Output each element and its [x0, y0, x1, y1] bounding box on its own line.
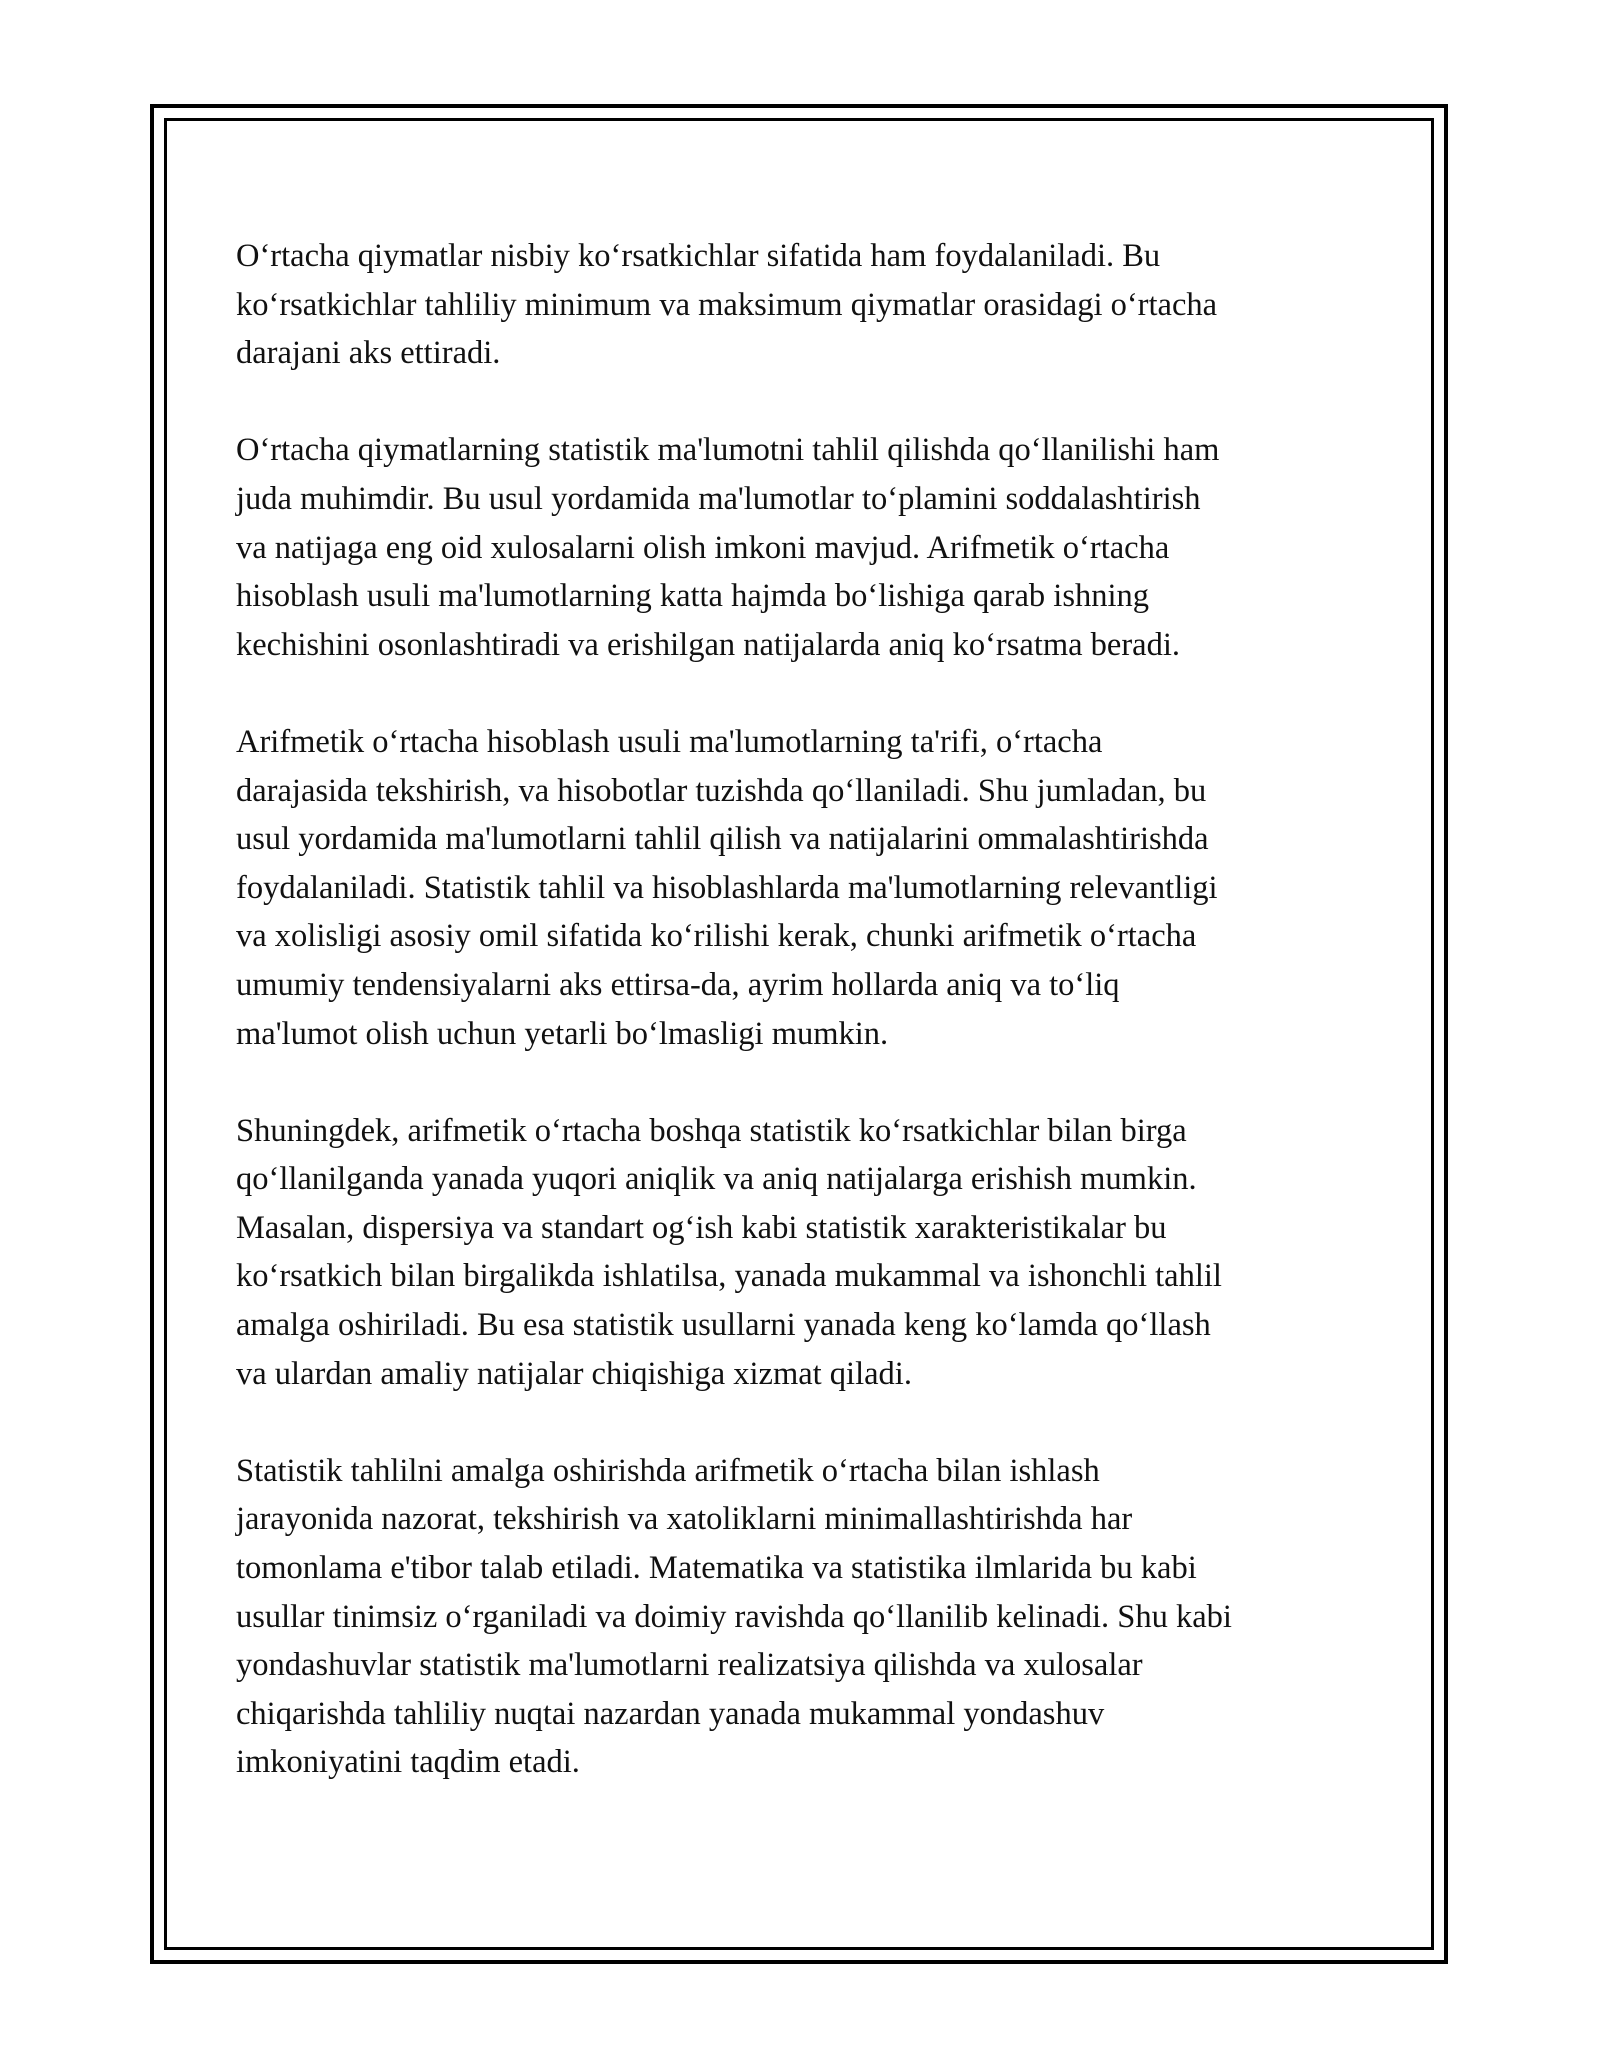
text-line: O‘rtacha qiymatlarning statistik ma'lumotni tahlil qilishda qo‘llanilishi ham — [236, 432, 1220, 469]
text-line: ko‘rsatkich bilan birgalikda ishlatilsa, yanada mukammal va ishonchli tahlil — [236, 1258, 1222, 1295]
text-line: va ulardan amaliy natijalar chiqishiga xizmat qiladi. — [236, 1355, 912, 1392]
text-line: Statistik tahlilni amalga oshirishda arifmetik o‘rtacha bilan ishlash — [236, 1452, 1100, 1489]
paragraph-4 — [236, 1107, 1376, 1399]
paragraph-3 — [236, 718, 1376, 1058]
text-line: tomonlama e'tibor talab etiladi. Matematika va statistika ilmlarida bu kabi — [236, 1550, 1197, 1587]
text-line: Masalan, dispersiya va standart og‘ish kabi statistik xarakteristikalar bu — [236, 1209, 1167, 1246]
text-line: va natijaga eng oid xulosalarni olish imkoni mavjud. Arifmetik o‘rtacha — [236, 529, 1170, 566]
text-line: darajasida tekshirish, va hisobotlar tuzishda qo‘llaniladi. Shu jumladan, bu — [236, 772, 1207, 809]
text-line: juda muhimdir. Bu usul yordamida ma'lumotlar to‘plamini soddalashtirish — [236, 480, 1201, 517]
text-line: usul yordamida ma'lumotlarni tahlil qilish va natijalarini ommalashtirishda — [236, 821, 1209, 858]
text-line: amalga oshiriladi. Bu esa statistik usullarni yanada keng ko‘lamda qo‘llash — [236, 1307, 1211, 1344]
paragraph-1 — [236, 232, 1376, 378]
text-line: ma'lumot olish uchun yetarli bo‘lmasligi mumkin. — [236, 1015, 889, 1052]
text-line: Arifmetik o‘rtacha hisoblash usuli ma'lumotlarning ta'rifi, o‘rtacha — [236, 723, 1103, 760]
text-line: qo‘llanilganda yanada yuqori aniqlik va aniq natijalarga erishish mumkin. — [236, 1161, 1197, 1198]
text-line: umumiy tendensiyalarni aks ettirsa-da, ayrim hollarda aniq va to‘liq — [236, 966, 1120, 1003]
text-line: hisoblash usuli ma'lumotlarning katta hajmda bo‘lishiga qarab ishning — [236, 578, 1149, 615]
text-line: chiqarishda tahliliy nuqtai nazardan yanada mukammal yondashuv — [236, 1695, 1105, 1732]
text-line: ko‘rsatkichlar tahliliy minimum va maksimum qiymatlar orasidagi o‘rtacha — [236, 286, 1218, 323]
paragraph-5 — [236, 1447, 1376, 1787]
text-line: kechishini osonlashtiradi va erishilgan natijalarda aniq ko‘rsatma beradi. — [236, 626, 1181, 663]
text-line: imkoniyatini taqdim etadi. — [236, 1744, 580, 1781]
text-line: va xolisligi asosiy omil sifatida ko‘rilishi kerak, chunki arifmetik o‘rtacha — [236, 918, 1197, 955]
text-line: usullar tinimsiz o‘rganiladi va doimiy ravishda qo‘llanilib kelinadi. Shu kabi — [236, 1598, 1232, 1635]
text-line: foydalaniladi. Statistik tahlil va hisoblashlarda ma'lumotlarning relevantligi — [236, 869, 1218, 906]
text-line: jarayonida nazorat, tekshirish va xatoliklarni minimallashtirishda har — [236, 1501, 1133, 1538]
text-line: Shuningdek, arifmetik o‘rtacha boshqa statistik ko‘rsatkichlar bilan birga — [236, 1112, 1187, 1149]
text-line: yondashuvlar statistik ma'lumotlarni realizatsiya qilishda va xulosalar — [236, 1647, 1143, 1684]
text-line: O‘rtacha qiymatlar nisbiy ko‘rsatkichlar sifatida ham foydalaniladi. Bu — [236, 238, 1161, 274]
document-body — [236, 232, 1376, 1836]
text-line: darajani aks ettiradi. — [236, 335, 501, 372]
paragraph-2 — [236, 426, 1376, 669]
